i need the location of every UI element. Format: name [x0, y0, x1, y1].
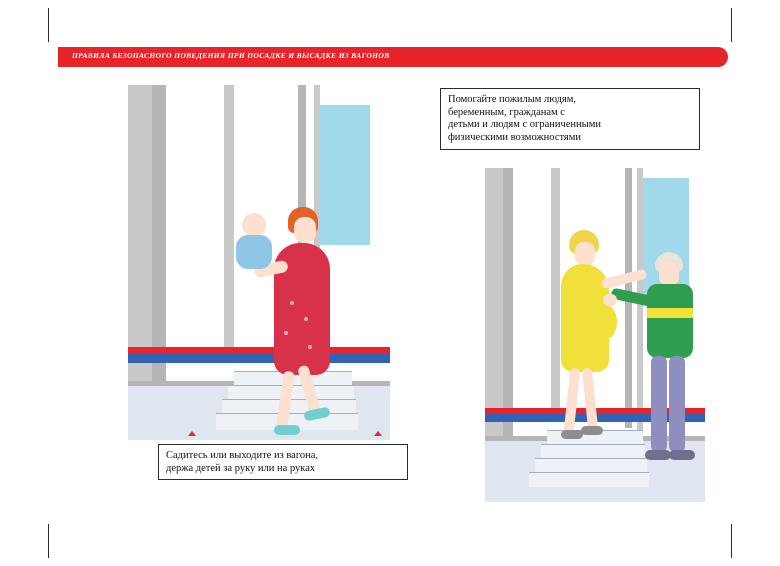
- man-shoe-right: [669, 450, 695, 460]
- callout-line: держа детей за руку или на руках: [166, 462, 316, 474]
- callout-line: физическими возможностями: [448, 131, 582, 143]
- baby-head: [242, 213, 266, 237]
- woman-shoe-front: [581, 426, 603, 435]
- door-frame-left: [485, 168, 503, 448]
- callout-line: беременным, гражданам с: [448, 106, 565, 118]
- callout-hold-children: [158, 444, 408, 480]
- baby: [234, 213, 276, 271]
- floor-marker-right: [374, 431, 382, 436]
- crop-mark-top-right: [731, 8, 732, 42]
- woman-shoe-back: [561, 430, 583, 439]
- man-shoe-left: [645, 450, 671, 460]
- man-sweater: [647, 284, 693, 358]
- figure-man: [637, 252, 705, 488]
- dress-dot: [304, 317, 308, 321]
- dress-dot: [290, 301, 294, 305]
- baby-body: [236, 235, 272, 269]
- woman-face: [294, 217, 316, 243]
- woman-shoe-front: [303, 406, 331, 421]
- crop-mark-bottom-right: [731, 524, 732, 558]
- figure-pregnant-woman: [547, 230, 627, 480]
- woman-face: [575, 242, 595, 266]
- sweater-yellow-stripe: [647, 308, 693, 318]
- floor-marker-left: [188, 431, 196, 436]
- woman-leg-front: [582, 368, 598, 431]
- man-face: [659, 262, 679, 286]
- handrail-post: [224, 85, 234, 355]
- dress-dot: [284, 331, 288, 335]
- callout-line: Помогайте пожилым людям,: [448, 94, 577, 105]
- page-title: ПРАВИЛА БЕЗОПАСНОГО ПОВЕДЕНИЯ ПРИ ПОСАДКЕ И ВЫСАДКЕ ИЗ ВАГОНОВ: [72, 51, 390, 60]
- woman-shoe-back: [274, 425, 300, 435]
- callout-line: Садитесь или выходите из вагона,: [166, 450, 319, 461]
- crop-mark-bottom-left: [48, 524, 49, 558]
- dress-dot: [308, 345, 312, 349]
- woman-belly: [591, 304, 617, 340]
- crop-mark-top-left: [48, 8, 49, 42]
- man-leg-left: [651, 356, 667, 452]
- illustration-right: [485, 168, 705, 502]
- woman-leg-back: [276, 371, 295, 430]
- woman-leg-back: [564, 368, 581, 435]
- callout-line: детьми и людям с ограниченными: [448, 119, 601, 130]
- door-edge-left: [503, 168, 513, 448]
- door-frame-left: [128, 85, 152, 385]
- man-hand: [603, 294, 617, 306]
- illustration-left: [128, 85, 390, 440]
- man-leg-right: [669, 356, 685, 452]
- figure-woman-with-baby: [246, 205, 356, 425]
- door-edge-left: [152, 85, 166, 385]
- callout-help-passengers: [440, 88, 700, 150]
